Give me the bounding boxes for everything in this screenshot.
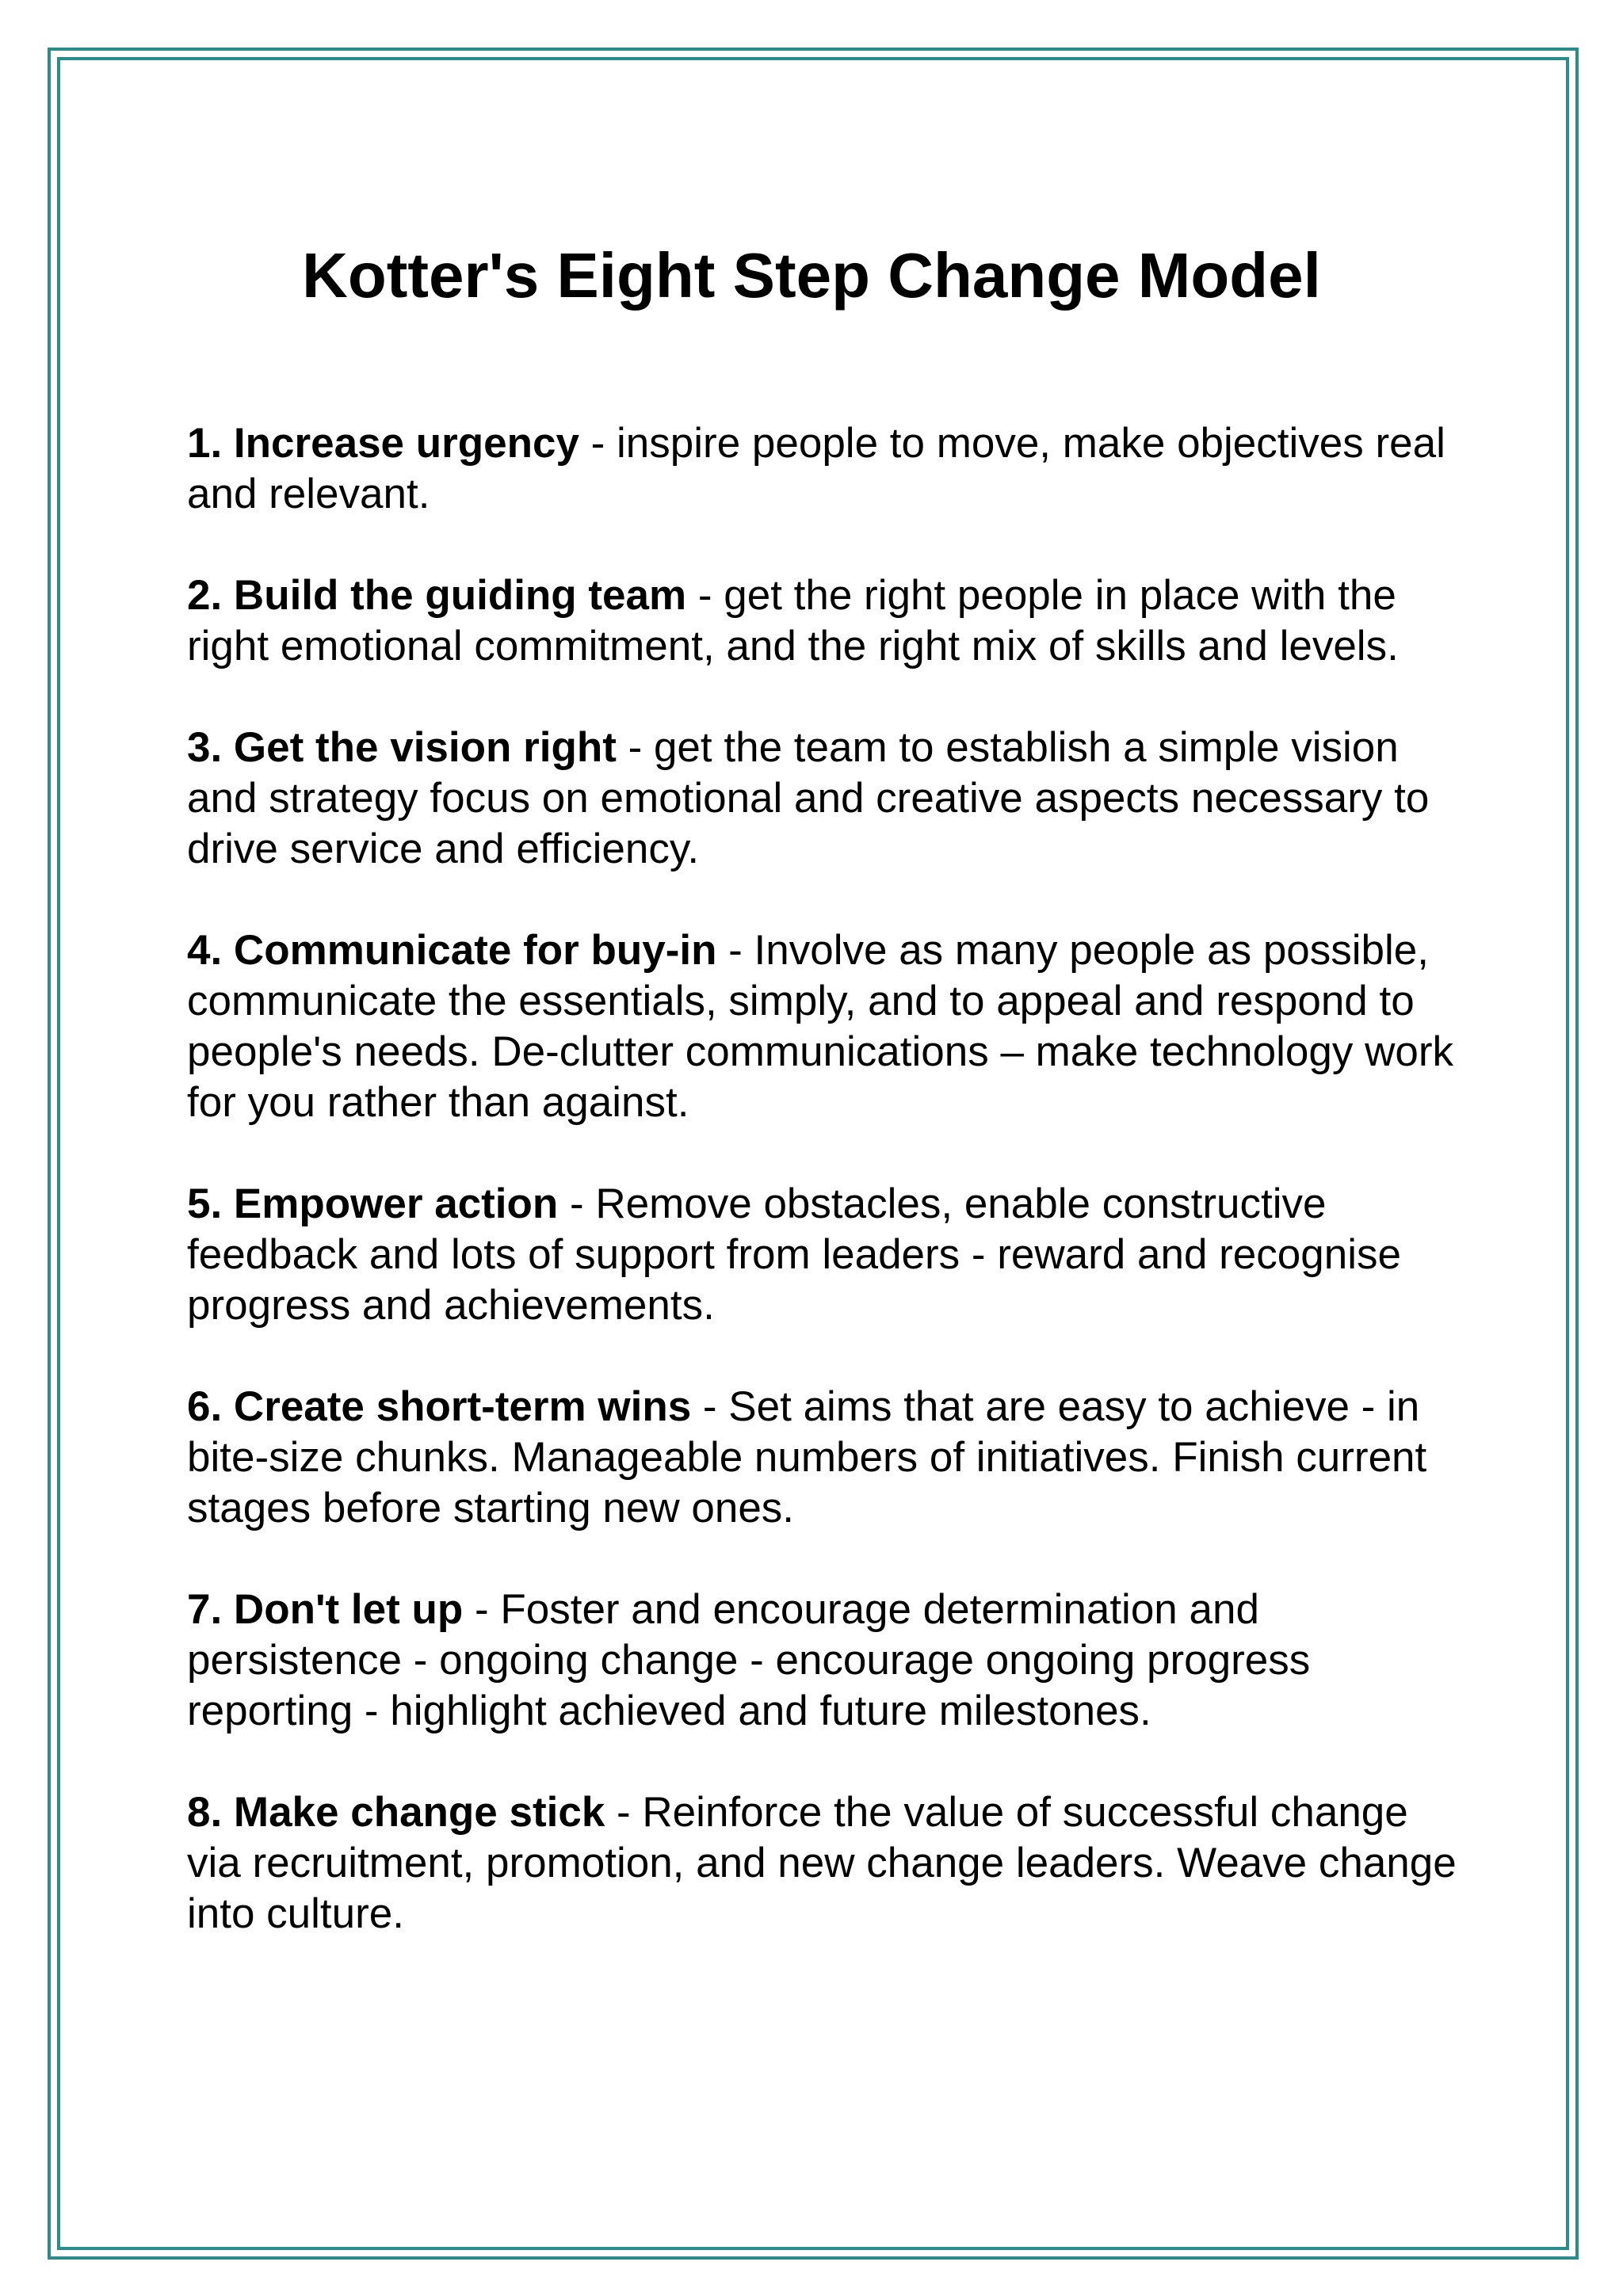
step-text: - Set aims that are easy to achieve - in bite-size chunks. Manageable numbers of initiatives. Finish current stages before starting new ones. [187,1383,1427,1531]
step-item [187,1179,1471,1331]
steps-list [187,418,1471,1990]
step-heading: 3. Get the vision right [187,724,617,771]
step-text: - Reinforce the value of successful change via recruitment, promotion, and new change leaders. Weave change into culture. [187,1789,1457,1937]
step-text: - get the team to establish a simple vision and strategy focus on emotional and creative aspects necessary to drive service and efficiency. [187,724,1430,872]
step-text: - Involve as many people as possible, communicate the essentials, simply, and to appeal and respond to people's needs. De-clutter communications – make technology work for you rather than against. [187,927,1453,1126]
step-text: - inspire people to move, make objectives real and relevant. [187,420,1445,517]
step-heading: 5. Empower action [187,1180,559,1227]
step-heading: 4. Communicate for buy-in [187,927,717,974]
step-item [187,418,1471,520]
step-text: - Foster and encourage determination and persistence - ongoing change - encourage ongoing progress reporting - highlight achieved and future milestones. [187,1586,1311,1734]
step-text: - get the right people in place with the right emotional commitment, and the right mix of skills and levels. [187,572,1399,669]
step-item [187,1585,1471,1737]
step-heading: 6. Create short-term wins [187,1383,692,1430]
step-item [187,723,1471,875]
step-heading: 1. Increase urgency [187,420,579,467]
step-heading: 7. Don't let up [187,1586,464,1633]
step-heading: 2. Build the guiding team [187,572,687,619]
step-text: - Remove obstacles, enable constructive feedback and lots of support from leaders - reward and recognise progress and achievements. [187,1180,1401,1329]
step-item [187,925,1471,1128]
step-item [187,570,1471,672]
document-title: Kotter's Eight Step Change Model [302,240,1321,311]
step-heading: 8. Make change stick [187,1789,605,1836]
step-item [187,1787,1471,1939]
step-item [187,1382,1471,1534]
